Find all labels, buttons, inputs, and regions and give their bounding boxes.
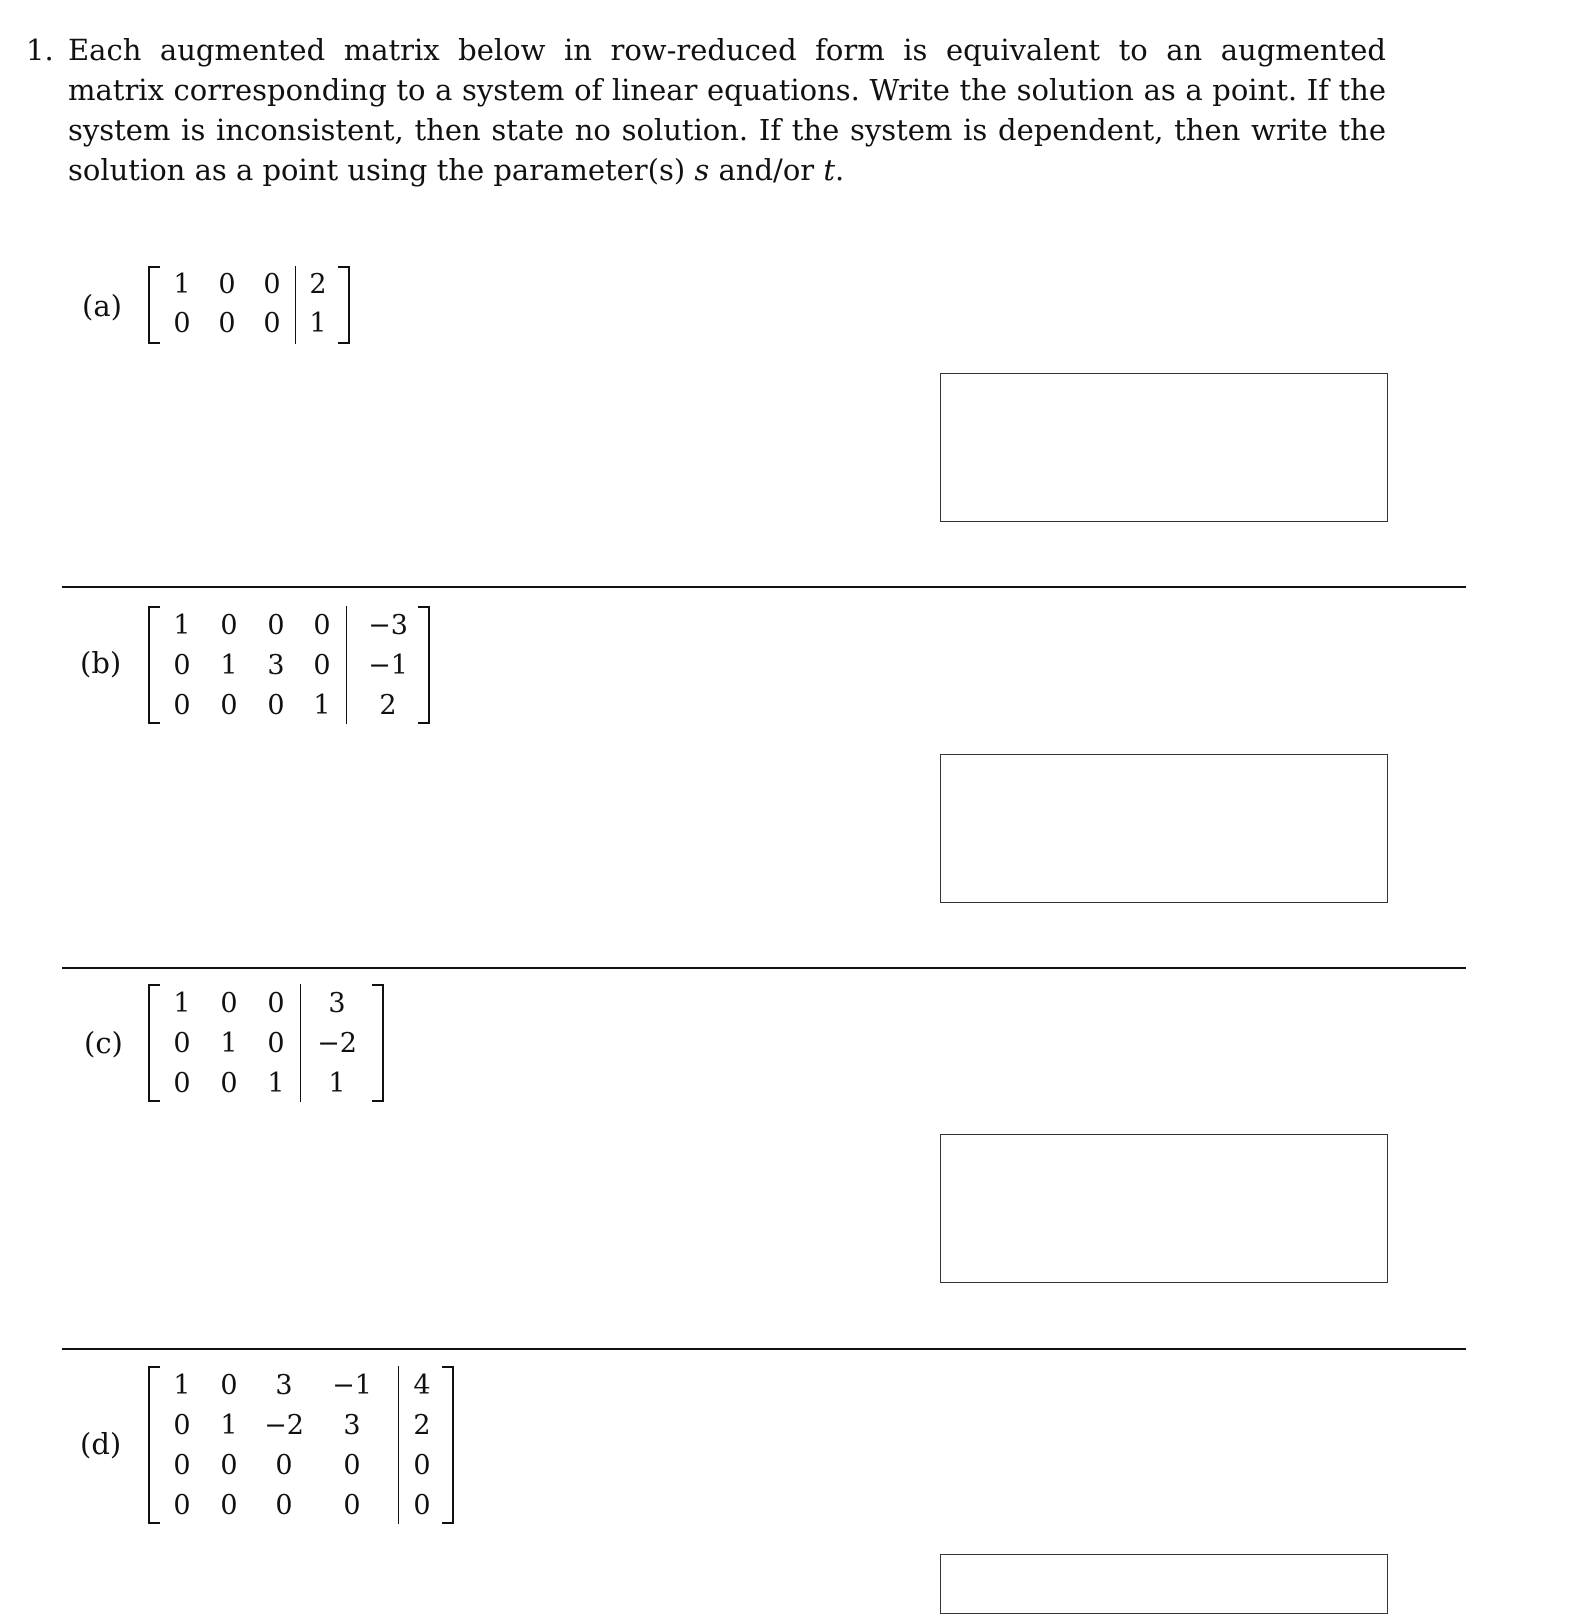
- matrix-bracket-left: [148, 266, 160, 344]
- matrix-cell: 0: [267, 690, 285, 721]
- matrix-cell: 0: [343, 1490, 361, 1521]
- matrix-cell: 0: [218, 308, 236, 339]
- matrix-cell: 0: [220, 1068, 238, 1099]
- part-c-matrix: [148, 984, 384, 1102]
- augment-divider: [398, 1366, 399, 1524]
- augment-divider: [300, 984, 301, 1102]
- matrix-cell: −1: [368, 650, 408, 681]
- problem-text-main: Each augmented matrix below in row-reduced form is equivalent to an augmented matrix corresponding to a system of linear equations. Write the solution as a point. If the system is inconsistent, then state no solution. If the system is dependent, then write the solution as a point using the parameter(s): [68, 33, 1386, 187]
- parameter-s: s: [694, 153, 710, 187]
- matrix-cell: 0: [267, 1028, 285, 1059]
- matrix-cell: 0: [218, 269, 236, 300]
- matrix-cell: 0: [343, 1450, 361, 1481]
- matrix-cell: 0: [275, 1450, 293, 1481]
- parameter-t: t: [823, 153, 836, 187]
- matrix-cell: 2: [413, 1410, 431, 1441]
- matrix-cell: 0: [313, 650, 331, 681]
- matrix-cell: 0: [220, 1370, 238, 1401]
- matrix-cell: 4: [413, 1370, 431, 1401]
- matrix-bracket-left: [148, 606, 160, 724]
- part-a-matrix: [148, 266, 350, 344]
- matrix-cell: 0: [173, 690, 191, 721]
- part-b-label: (b): [80, 646, 122, 680]
- section-divider: [62, 1348, 1466, 1350]
- section-divider: [62, 967, 1466, 969]
- matrix-cell: 3: [275, 1370, 293, 1401]
- matrix-cell: 0: [220, 1490, 238, 1521]
- matrix-cell: 1: [173, 610, 191, 641]
- matrix-cell: −2: [264, 1410, 304, 1441]
- matrix-cell: 0: [263, 269, 281, 300]
- answer-box-a[interactable]: [940, 373, 1388, 522]
- matrix-cell: 0: [413, 1450, 431, 1481]
- matrix-cell: 1: [220, 1028, 238, 1059]
- answer-box-c[interactable]: [940, 1134, 1388, 1283]
- matrix-cell: 3: [267, 650, 285, 681]
- matrix-cell: 0: [173, 1028, 191, 1059]
- matrix-cell: 0: [267, 610, 285, 641]
- matrix-cell: 1: [173, 988, 191, 1019]
- matrix-cell: 0: [173, 308, 191, 339]
- augment-divider: [346, 606, 347, 724]
- matrix-bracket-right: [418, 606, 430, 724]
- matrix-cell: 0: [263, 308, 281, 339]
- matrix-cell: 1: [173, 269, 191, 300]
- matrix-cell: 2: [309, 269, 327, 300]
- augment-divider: [295, 266, 296, 344]
- part-a-label: (a): [82, 289, 122, 323]
- part-b-matrix: [148, 606, 430, 724]
- section-divider: [62, 586, 1466, 588]
- matrix-cell: −2: [317, 1028, 357, 1059]
- matrix-cell: 0: [220, 988, 238, 1019]
- matrix-cell: 0: [173, 1450, 191, 1481]
- matrix-cell: 0: [275, 1490, 293, 1521]
- matrix-cell: 1: [220, 650, 238, 681]
- matrix-cell: 2: [379, 690, 397, 721]
- answer-box-b[interactable]: [940, 754, 1388, 903]
- matrix-bracket-right: [338, 266, 350, 344]
- matrix-cell: 0: [413, 1490, 431, 1521]
- matrix-cell: 0: [173, 650, 191, 681]
- matrix-cell: 0: [173, 1410, 191, 1441]
- problem-text-and-or: and/or: [709, 153, 824, 187]
- matrix-cell: 1: [313, 690, 331, 721]
- matrix-cell: 0: [267, 988, 285, 1019]
- part-d-label: (d): [80, 1427, 122, 1461]
- matrix-bracket-right: [442, 1366, 454, 1524]
- matrix-cell: 1: [328, 1068, 346, 1099]
- matrix-cell: 0: [313, 610, 331, 641]
- matrix-cell: −3: [368, 610, 408, 641]
- matrix-cell: 0: [220, 1450, 238, 1481]
- matrix-cell: 1: [267, 1068, 285, 1099]
- matrix-bracket-left: [148, 1366, 160, 1524]
- answer-box-d[interactable]: [940, 1554, 1388, 1614]
- matrix-cell: −1: [332, 1370, 372, 1401]
- matrix-cell: 1: [173, 1370, 191, 1401]
- matrix-cell: 1: [220, 1410, 238, 1441]
- matrix-cell: 3: [343, 1410, 361, 1441]
- problem-text-end: .: [835, 153, 845, 187]
- problem-number: 1.: [26, 33, 54, 67]
- part-d-matrix: [148, 1366, 454, 1524]
- matrix-cell: 1: [309, 308, 327, 339]
- matrix-cell: 0: [220, 610, 238, 641]
- matrix-cell: 0: [173, 1068, 191, 1099]
- problem-statement: [26, 30, 1386, 190]
- matrix-cell: 0: [173, 1490, 191, 1521]
- matrix-bracket-right: [372, 984, 384, 1102]
- matrix-cell: 0: [220, 690, 238, 721]
- matrix-cell: 3: [328, 988, 346, 1019]
- problem-text: [68, 30, 1386, 190]
- matrix-bracket-left: [148, 984, 160, 1102]
- part-c-label: (c): [84, 1026, 123, 1060]
